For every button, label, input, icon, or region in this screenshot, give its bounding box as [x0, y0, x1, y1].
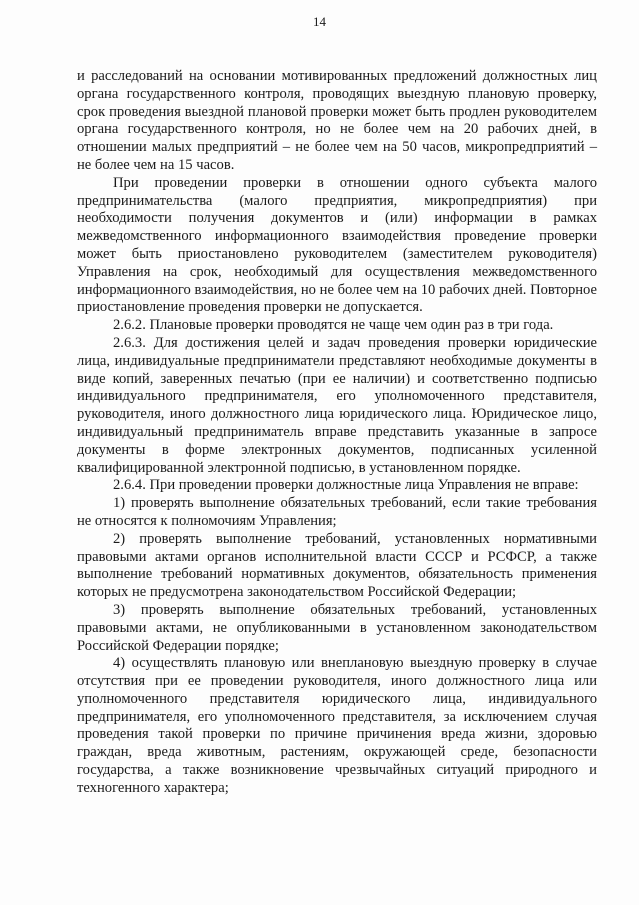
- paragraph-2-6-2: 2.6.2. Плановые проверки проводятся не чаще чем один раз в три года.: [113, 317, 554, 334]
- list-item-2: 2) проверять выполнение требований, установленных нормативными правовыми актами органов исполнительной власти СССР и РСФСР, а также выполнение требований нормативных документов, обязательность применения которых не предусмотрена законодательством Российской Федерации;: [77, 530, 597, 601]
- document-body: [77, 68, 597, 798]
- page-number: 14: [313, 14, 326, 29]
- paragraph-2-6-4: 2.6.4. При проведении проверки должностные лица Управления не вправе:: [113, 477, 579, 494]
- list-item-3: 3) проверять выполнение обязательных требований, установленных правовыми актами, не опубликованными в установленном законодательством Российской Федерации порядке;: [77, 601, 597, 654]
- list-item-4: 4) осуществлять плановую или внеплановую выездную проверку в случае отсутствия при ее проведении руководителя, иного должностного лица или уполномоченного представителя юридического лица, индивидуального предпринимателя, его уполномоченного представителя, за исключением случая проведения такой проверки по причине причинения вреда жизни, здоровью граждан, вреда животным, растениям, окружающей среде, безопасности государства, а также возникновение чрезвычайных ситуаций природного и техногенного характера;: [77, 655, 597, 796]
- list-item-1: 1) проверять выполнение обязательных требований, если такие требования не относятся к полномочиям Управления;: [77, 495, 597, 529]
- paragraph-small-business-suspension: При проведении проверки в отношении одного субъекта малого предпринимательства (малого предприятия, микропредприятия) при необходимости получения документов и (или) информации в рамках межведомственного информационного взаимодействия проведение проверки может быть приостановлено руководителем (заместителем руководителя) Управления на срок, необходимый для осуществления межведомственного информационного взаимодействия, но не более чем на 10 рабочих дней. Повторное приостановление проведения проверки не допускается.: [77, 174, 597, 316]
- paragraph-continuation: и расследований на основании мотивированных предложений должностных лиц органа государственного контроля, проводящих выездную плановую проверку, срок проведения выездной плановой проверки может быть продлен руководителем органа государственного контроля, но не более чем на 20 рабочих дней, в отношении малых предприятий – не более чем на 50 часов, микропредприятий – не более чем на 15 часов.: [77, 68, 597, 173]
- paragraph-2-6-3: 2.6.3. Для достижения целей и задач проведения проверки юридические лица, индивидуальные предприниматели представляют необходимые документы в виде копий, заверенных печатью (при ее наличии) и соответственно подписью индивидуального предпринимателя, его уполномоченного представителя, руководителя, иного должностного лица юридического лица. Юридическое лицо, индивидуальный предприниматель вправе представить указанные в запросе документы в форме электронных документов, подписанных усиленной квалифицированной электронной подписью, в установленном порядке.: [77, 334, 597, 476]
